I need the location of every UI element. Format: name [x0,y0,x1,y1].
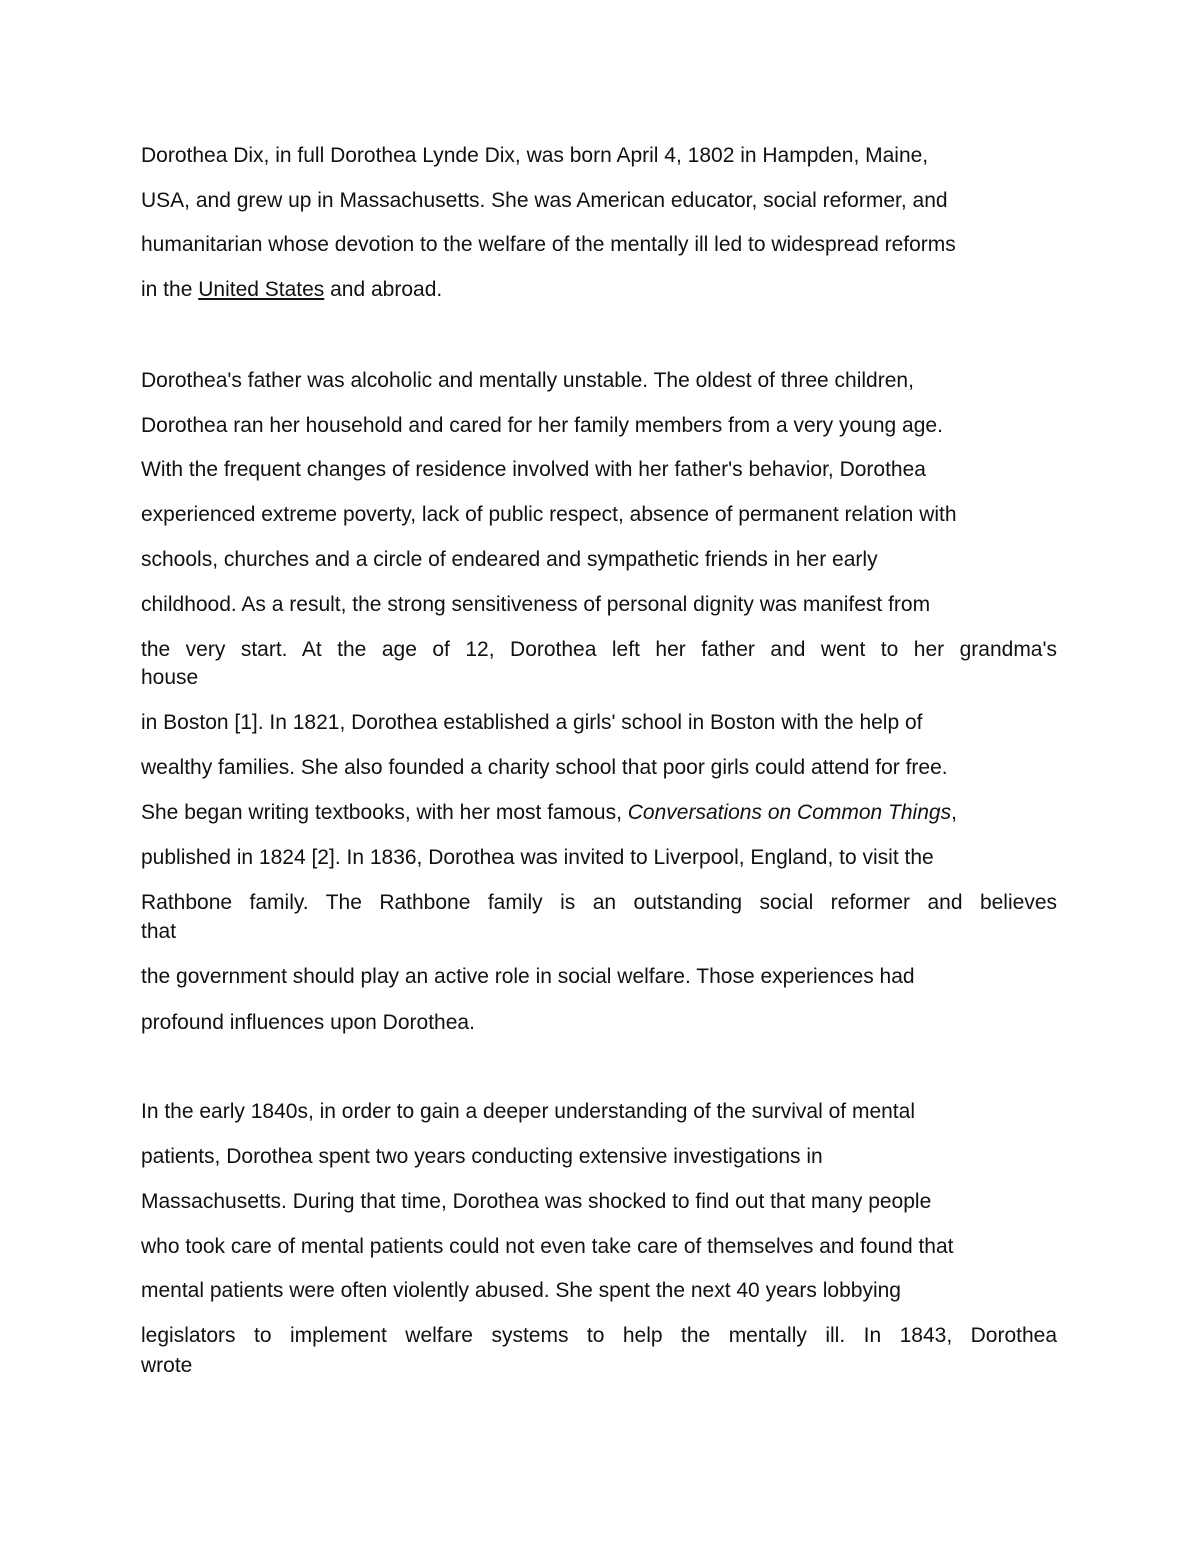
text-line: the very start. At the age of 12, Dorothea left her father and went to her grandma's [141,638,1057,661]
text-line: With the frequent changes of residence involved with her father's behavior, Dorothea [141,458,926,481]
text-line [141,276,442,304]
text-segment: She began writing textbooks, with her most famous, [141,801,628,824]
text-line: in Boston [1]. In 1821, Dorothea established a girls' school in Boston with the help of [141,711,923,734]
text-line: humanitarian whose devotion to the welfare of the mentally ill led to widespread reforms [141,233,956,256]
text-line: patients, Dorothea spent two years conducting extensive investigations in [141,1145,823,1168]
united-states-link[interactable]: United States [198,278,325,301]
text-line: Dorothea Dix, in full Dorothea Lynde Dix, was born April 4, 1802 in Hampden, Maine, [141,144,929,167]
text-line: house [141,666,199,689]
text-line [141,799,957,827]
book-title: Conversations on Common Things [627,801,952,824]
text-line: wealthy families. She also founded a charity school that poor girls could attend for free. [141,756,948,779]
text-line: Massachusetts. During that time, Dorothea was shocked to find out that many people [141,1190,932,1213]
text-line: In the early 1840s, in order to gain a deeper understanding of the survival of mental [141,1100,915,1123]
text-line: experienced extreme poverty, lack of public respect, absence of permanent relation with [141,503,957,526]
text-line: USA, and grew up in Massachusetts. She was American educator, social reformer, and [141,189,948,212]
text-line: Dorothea's father was alcoholic and mentally unstable. The oldest of three children, [141,369,914,392]
text-segment: , [951,801,957,824]
text-line: schools, churches and a circle of endeared and sympathetic friends in her early [141,548,878,571]
text-line: published in 1824 [2]. In 1836, Dorothea was invited to Liverpool, England, to visit the [141,846,934,869]
text-line: mental patients were often violently abused. She spent the next 40 years lobbying [141,1279,901,1302]
text-segment: in the [141,278,199,301]
text-line: legislators to implement welfare systems to help the mentally ill. In 1843, Dorothea [141,1324,1057,1347]
text-line: childhood. As a result, the strong sensitiveness of personal dignity was manifest from [141,593,931,616]
text-line: Rathbone family. The Rathbone family is an outstanding social reformer and believes [141,891,1057,914]
text-line: Dorothea ran her household and cared for her family members from a very young age. [141,414,943,437]
text-line: that [141,920,177,943]
text-line: wrote [141,1354,193,1377]
text-line: profound influences upon Dorothea. [141,1011,475,1034]
text-segment: and abroad. [324,278,443,301]
text-line: who took care of mental patients could not even take care of themselves and found that [141,1235,954,1258]
text-line: the government should play an active role in social welfare. Those experiences had [141,965,915,988]
